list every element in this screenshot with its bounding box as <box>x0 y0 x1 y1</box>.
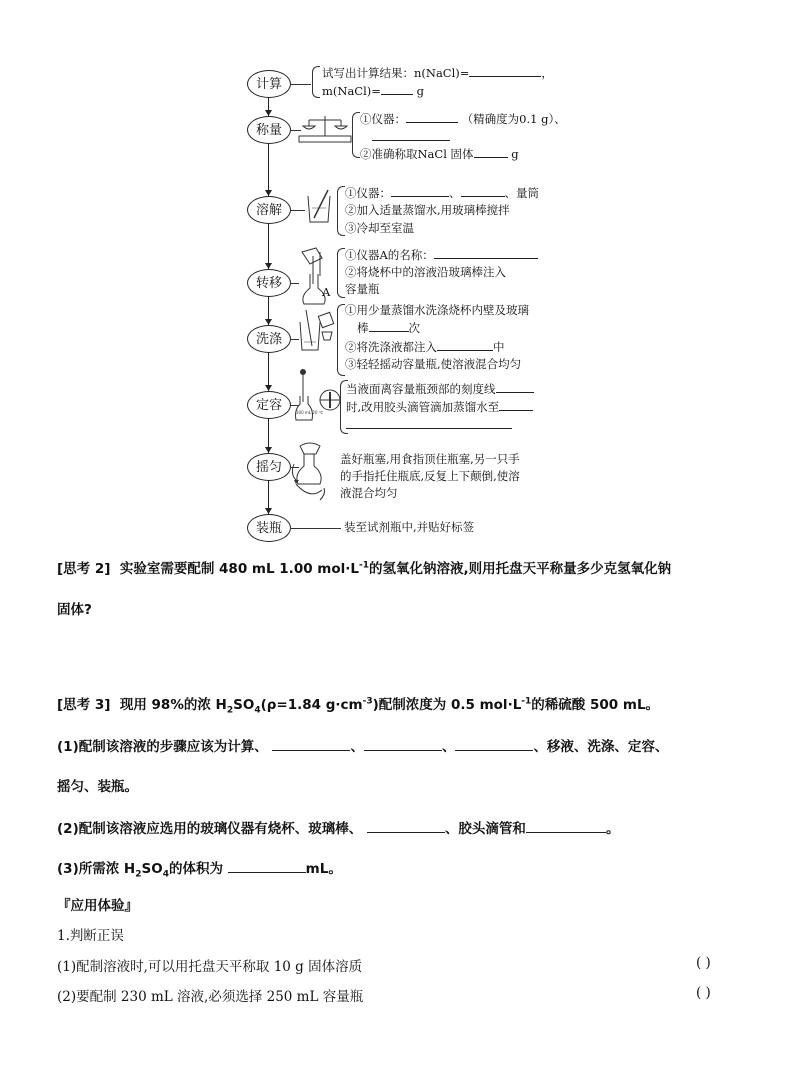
dissolve-line1: ①仪器： 、 、量筒 <box>345 186 539 200</box>
apply-s1: (1)配制溶液时,可以用托盘天平称取 10 g 固体溶质 <box>57 959 363 975</box>
step-calc: 计算 <box>247 70 291 98</box>
fix-line1: 当液面离容量瓶颈部的刻度线 <box>346 380 534 398</box>
think3-q2: (2)配制该溶液应选用的玻璃仪器有烧杯、玻璃棒、 、胶头滴管和 。 <box>57 817 619 837</box>
bottle-line1: 装至试剂瓶中,并贴好标签 <box>344 520 475 534</box>
dissolve-line2: ②加入适量蒸馏水,用玻璃棒搅拌 <box>345 203 510 217</box>
dissolve-brace <box>337 186 345 236</box>
calc-line1: 试写出计算结果：n(NaCl)= ， <box>322 66 553 80</box>
flask-dropper-icon <box>294 368 344 424</box>
weigh-line1-blank <box>372 128 450 146</box>
wash-bottle-icon <box>296 306 336 352</box>
step-fix: 定容 <box>247 391 291 419</box>
step-transfer: 转移 <box>247 269 291 297</box>
think3-line1: [思考 3] 现用 98%的浓 $H_2SO_4(\rho=1.84$ $g\cdot cm^{-3}$)配制浓度为 0.5 $mol\cdot L^{-1}$的稀硫酸 500 mL。 <box>57 696 660 716</box>
arrow-icons <box>262 96 276 536</box>
fix-line3 <box>346 416 512 434</box>
dissolve-connector <box>291 210 305 211</box>
transfer-line2: ②将烧杯中的溶液沿玻璃棒注入 <box>345 265 506 279</box>
think2-line1: [思考 2] 实验室需要配制 480 mL 1.00 $mol\cdot L^{-1}$的氢氧化钠溶液,则用托盘天平称量多少克氢氧化钠 <box>57 560 672 577</box>
step-dissolve: 溶解 <box>247 196 291 224</box>
bottle-connector <box>291 528 341 529</box>
think2-line2: 固体? <box>57 602 92 618</box>
wash-line3: ②将洗涤液都注入 中 <box>345 340 505 354</box>
dissolve-line3: ③冷却至室温 <box>345 221 414 235</box>
weigh-line2: ②准确称取NaCl 固体 g <box>360 147 519 161</box>
weigh-line1: ①仪器： （精确度为0.1 g）、 <box>360 112 566 126</box>
transfer-line3: 容量瓶 <box>345 282 380 296</box>
step-bottle: 装瓶 <box>247 514 291 542</box>
wash-line2: 棒 次 <box>357 321 420 335</box>
think3-q1-cont: 摇匀、装瓶。 <box>57 779 138 795</box>
fix-line2: 时,改用胶头滴管滴加蒸馏水至 <box>346 398 533 416</box>
shake-line1: 盖好瓶塞,用食指顶住瓶塞,另一只手 <box>340 452 520 466</box>
transfer-label-a: A <box>322 285 331 299</box>
weigh-brace <box>352 112 360 158</box>
beaker-rod-icon <box>304 188 334 226</box>
apply-s1-paren: ( ) <box>696 955 711 971</box>
wash-line1: ①用少量蒸馏水洗涤烧杯内壁及玻璃 <box>345 303 529 317</box>
step-weigh: 称量 <box>247 116 291 144</box>
apply-title: 『应用体验』 <box>57 898 138 914</box>
balance-icon <box>297 110 353 144</box>
think3-q1: (1)配制该溶液的步骤应该为计算、 、 、 、移液、洗涤、定容、 <box>57 735 668 755</box>
shake-line3: 液混合均匀 <box>340 486 398 500</box>
apply-s2: (2)要配制 230 mL 溶液,必须选择 250 mL 容量瓶 <box>57 989 364 1005</box>
hands-flask-icon <box>290 440 332 506</box>
shake-line2: 的手指托住瓶底,反复上下颠倒,使溶 <box>340 469 520 483</box>
step-shake: 摇匀 <box>247 453 291 481</box>
calc-connector <box>291 84 311 85</box>
calc-line2: m(NaCl)= g <box>322 84 424 98</box>
wash-brace <box>337 304 345 376</box>
wash-line4: ③轻轻摇动容量瓶,使溶液混合均匀 <box>345 357 522 371</box>
step-wash: 洗涤 <box>247 325 291 353</box>
transfer-line1: ①仪器A的名称： <box>345 246 538 264</box>
apply-s2-paren: ( ) <box>696 985 711 1001</box>
transfer-brace <box>337 248 345 298</box>
apply-item1: 1.判断正误 <box>57 928 124 944</box>
think3-q3: (3)所需浓 $H_2SO_4$的体积为 mL。 <box>57 857 342 880</box>
svg-text:100 mL 20 ℃: 100 mL 20 ℃ <box>296 410 324 415</box>
calc-brace <box>312 66 320 98</box>
